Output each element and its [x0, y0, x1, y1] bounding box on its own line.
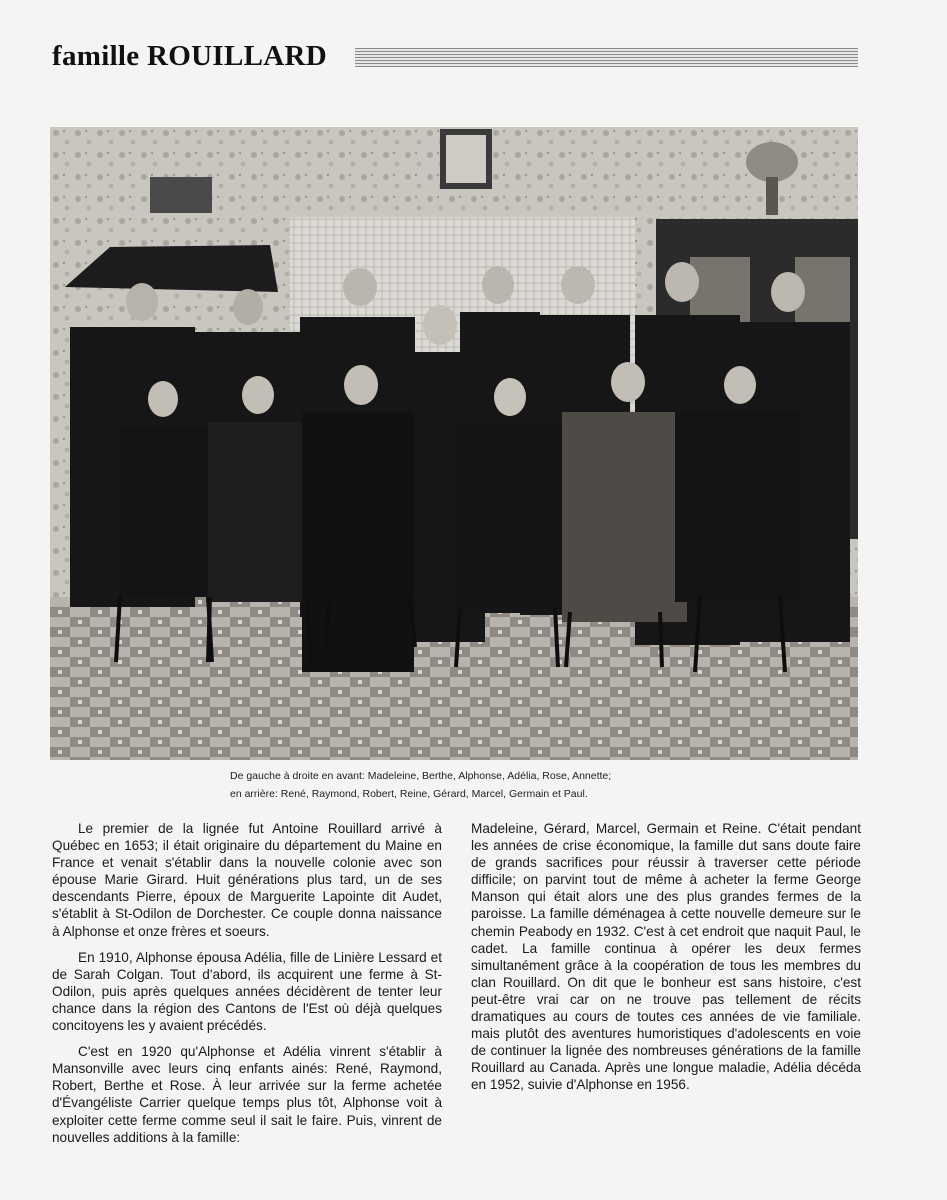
article-paragraph-continued: Madeleine, Gérard, Marcel, Germain et Reine. C'était pendant les années de crise économique, la famille dut sans doute faire de grands sacrifices pour réussir à traverser cette période difficile; on parvint tout de même à acheter la ferme George Manson qui était alors une des plus grandes fermes de la paroisse. La famille déménagea à cette nouvelle demeure sur le chemin Peabody en 1932. C'est à cet endroit que naquit Paul, le cadet. La famille continua à opérer les deux fermes simultanément grâce à la coopération de tous les membres du clan Rouillard. On dit que le bonheur est sans histoire, c'est peut-être vrai car on ne trouve pas tellement de récits dramatiques au cours de toutes ces années de vie familiale. mais plutôt des aventures humoristiques d'adolescents en voie de continuer la lignée des nombreuses générations de la famille Rouillard au Canada. Après une longue maladie, Adélia décéda en 1952, suivie d'Alphonse en 1956.	[471, 821, 861, 1093]
article-column-left	[52, 820, 442, 1155]
photo-caption	[230, 767, 830, 803]
page-title	[52, 40, 327, 73]
caption-line-front: De gauche à droite en avant: Madeleine, Berthe, Alphonse, Adélia, Rose, Annette;	[230, 770, 612, 782]
article-paragraph: En 1910, Alphonse épousa Adélia, fille de Linière Lessard et de Sarah Colgan. Tout d'abord, ils acquirent une ferme à St-Odilon, puis après quelques années décidèrent de tenter leur chance dans la région des Cantons de l'Est où déjà quelques concitoyens les y avaient précédés.	[52, 949, 442, 1034]
article-paragraph: C'est en 1920 qu'Alphonse et Adélia vinrent s'établir à Mansonville avec leurs cinq enfants ainés: René, Raymond, Robert, Berthe et Rose. À leur arrivée sur la ferme achetée d'Évangéliste Carrier quelque temps plus tôt, Alphonse voit à exploiter cette ferme comme seul il sait le faire. Puis, vinrent de nouvelles additions à la famille:	[52, 1044, 442, 1145]
article-column-right	[471, 820, 861, 1103]
family-photo	[50, 127, 858, 760]
article-paragraph: Le premier de la lignée fut Antoine Rouillard arrivé à Québec en 1653; il était originaire du département du Maine en France et venait s'établir dans la nouvelle colonie avec son épouse Marie Girard. Huit générations plus tard, un de ses descendants Pierre, époux de Marguerite Lapointe dit Audet, s'établit à St-Odilon de Dorchester. Ce couple donna naissance à Alphonse et onze frères et soeurs.	[52, 821, 442, 939]
title-prefix: famille	[52, 40, 140, 72]
caption-line-back: en arrière: René, Raymond, Robert, Reine, Gérard, Marcel, Germain et Paul.	[230, 788, 588, 800]
title-name: ROUILLARD	[147, 40, 327, 72]
family-photo-illustration	[50, 127, 858, 760]
title-rule-decoration	[355, 48, 858, 67]
